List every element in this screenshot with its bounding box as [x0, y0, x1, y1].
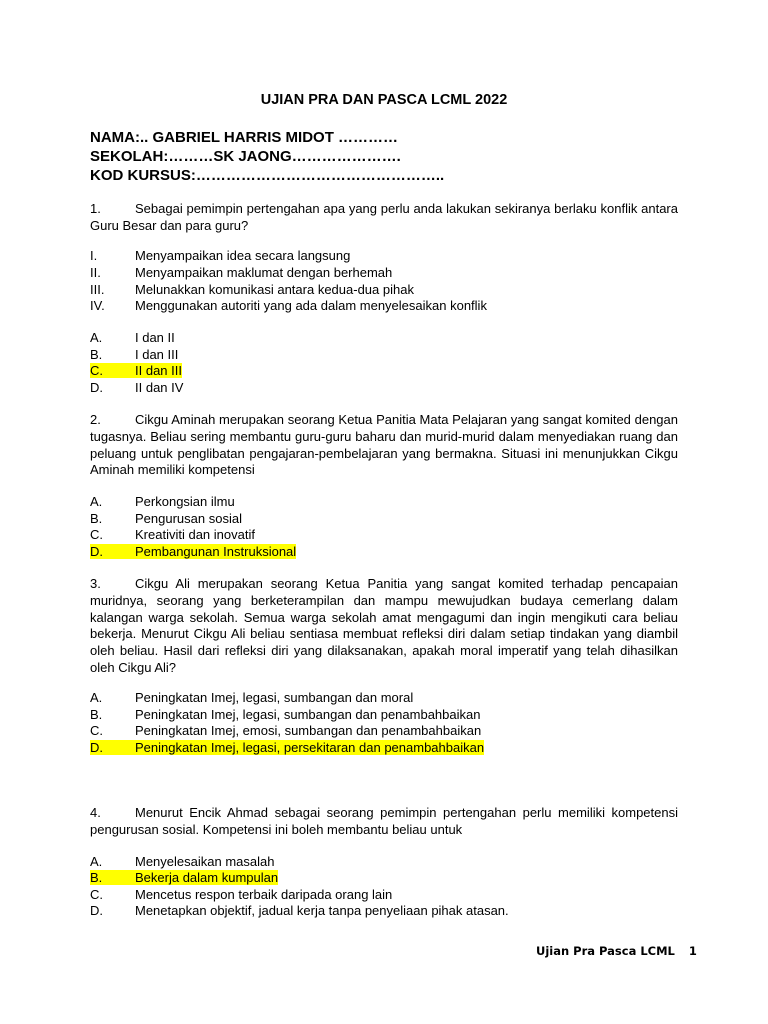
- question-text: Cikgu Aminah merupakan seorang Ketua Panitia Mata Pelajaran yang sangat komited dengan tugasnya. Beliau sering membantu guru-guru baharu dan murid-murid dalam menyediakan ruang dan peluang untuk penglibatan pengajaran-pembelajaran yang bermakna. Situasi ini menunjukkan Cikgu Aminah memiliki kompetensi: [90, 412, 678, 478]
- option-item: D. II dan IV: [90, 380, 184, 395]
- question-4: [90, 805, 678, 839]
- option-item: A. I dan II: [90, 330, 175, 345]
- option-item: A. Peningkatan Imej, legasi, sumbangan dan moral: [90, 690, 414, 705]
- statement-item: II. Menyampaikan maklumat dengan berhemah: [90, 265, 393, 280]
- option-item: C. Mencetus respon terbaik daripada orang lain: [90, 887, 393, 902]
- footer-label: Ujian Pra Pasca LCML: [536, 944, 675, 958]
- statement-item: III. Melunakkan komunikasi antara kedua-dua pihak: [90, 282, 414, 297]
- option-item: D. Menetapkan objektif, jadual kerja tanpa penyeliaan pihak atasan.: [90, 903, 509, 918]
- option-item: C. Peningkatan Imej, emosi, sumbangan dan penambahbaikan: [90, 723, 482, 738]
- page-footer: [536, 944, 697, 958]
- option-item-highlighted: C. II dan III: [90, 363, 182, 378]
- option-item-highlighted: D. Pembangunan Instruksional: [90, 544, 297, 559]
- question-number: 1.: [90, 201, 101, 216]
- option-item: B. Pengurusan sosial: [90, 511, 242, 526]
- question-text: Sebagai pemimpin pertengahan apa yang perlu anda lakukan sekiranya berlaku konflik antara Guru Besar dan para guru?: [90, 201, 678, 233]
- question-1: [90, 201, 678, 235]
- question-2: [90, 412, 678, 479]
- option-item: B. I dan III: [90, 347, 179, 362]
- option-item: A. Menyelesaikan masalah: [90, 854, 275, 869]
- question-text: Menurut Encik Ahmad sebagai seorang pemimpin pertengahan perlu memiliki kompetensi pengurusan sosial. Kompetensi ini boleh membantu beliau untuk: [90, 805, 678, 837]
- nama-line: NAMA:.. GABRIEL HARRIS MIDOT …………: [90, 129, 399, 146]
- question-number: 3.: [90, 576, 101, 591]
- option-item: C. Kreativiti dan inovatif: [90, 527, 255, 542]
- option-item: A. Perkongsian ilmu: [90, 494, 235, 509]
- statement-item: I. Menyampaikan idea secara langsung: [90, 248, 351, 263]
- kod-kursus-line: KOD KURSUS:…………………………………………..: [90, 167, 445, 184]
- question-3: [90, 576, 678, 677]
- statement-item: IV. Menggunakan autoriti yang ada dalam menyelesaikan konflik: [90, 298, 487, 313]
- question-text: Cikgu Ali merupakan seorang Ketua Panitia yang sangat komited terhadap pencapaian muridnya, seorang yang berketerampilan dan mampu mewujudkan budaya cemerlang dalam kalangan warga sekolah. Semua warga sekolah amat mengagumi dan ingin mengikuti cara beliau bekerja. Menurut Cikgu Ali beliau sentiasa membuat refleksi diri dalam setiap tindakan yang diambil oleh beliau. Hasil dari refleksi diri yang dilaksanakan, apakah moral imperatif yang telah dihasilkan oleh Cikgu Ali?: [90, 576, 678, 675]
- document-title: UJIAN PRA DAN PASCA LCML 2022: [260, 92, 508, 108]
- sekolah-line: SEKOLAH:………SK JAONG………………….: [90, 148, 401, 165]
- option-item-highlighted: D. Peningkatan Imej, legasi, persekitaran dan penambahbaikan: [90, 740, 485, 755]
- option-item: B. Peningkatan Imej, legasi, sumbangan dan penambahbaikan: [90, 707, 481, 722]
- page-number: 1: [688, 944, 697, 958]
- question-number: 2.: [90, 412, 101, 427]
- question-number: 4.: [90, 805, 101, 820]
- option-item-highlighted: B. Bekerja dalam kumpulan: [90, 870, 279, 885]
